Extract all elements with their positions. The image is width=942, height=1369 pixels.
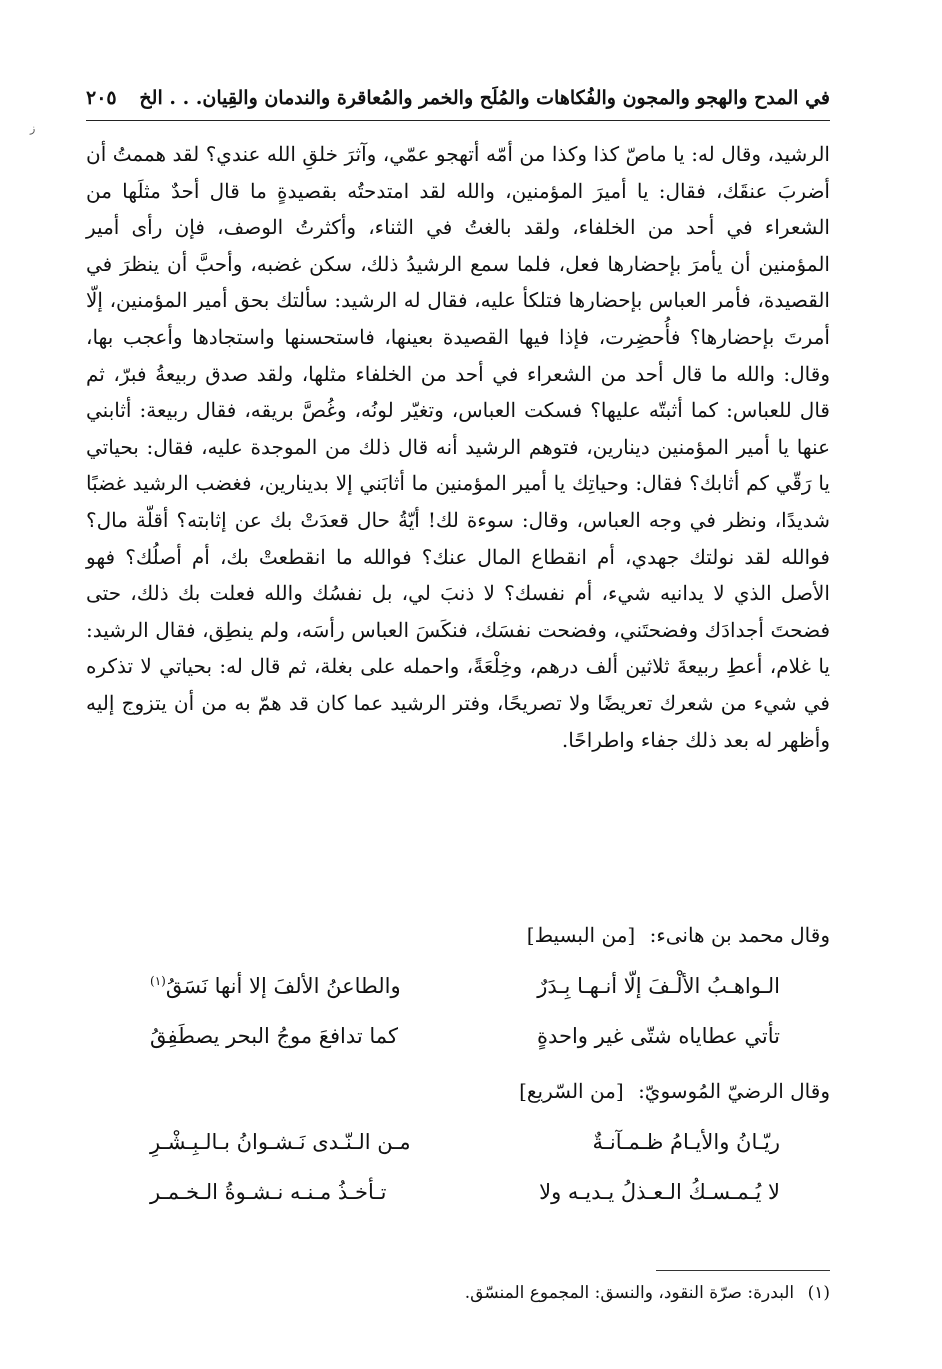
header-divider xyxy=(86,120,830,121)
hemistich-second: تـأخـذُ مـنـه نـشـوةُ الـخـمـر xyxy=(150,1180,387,1204)
hemistich-second: مـن الـنّـدى نَـشـوانُ بـالـبِـشْـرِ xyxy=(150,1130,411,1154)
page-number: ٢٠٥ xyxy=(86,87,117,109)
poem1-intro-text: وقال محمد بن هانىء: xyxy=(649,923,830,947)
hemistich-second-text: والطاعنُ الألفَ إلا أنها نَسَقُ xyxy=(165,974,401,998)
footnote xyxy=(465,1280,830,1306)
hemistich-second xyxy=(150,974,401,998)
poem1-verse xyxy=(150,966,780,1006)
poem2-verse xyxy=(150,1172,780,1212)
poem2-intro xyxy=(519,1076,830,1106)
poem1-verse xyxy=(150,1016,780,1056)
poem2-meter: [من السّريع] xyxy=(519,1079,624,1103)
hemistich-first: الـواهـبُ الألْـفَ إلّا أنـهـا بِـدَرٌ xyxy=(537,974,780,998)
page-header xyxy=(86,78,830,118)
hemistich-second: كما تدافعَ موجُ البحر يصطَفِقُ xyxy=(150,1024,398,1048)
main-text xyxy=(86,136,830,758)
footnote-marker: (١) xyxy=(807,1283,830,1303)
footnote-reference: (١) xyxy=(150,974,166,988)
footnote-text: البدرة: صرّة النقود، والنسق: المجموع المنسّق. xyxy=(464,1283,795,1303)
footnote-divider xyxy=(656,1270,830,1271)
poem2-verse xyxy=(150,1122,780,1162)
hemistich-first: تأتي عطاياه شتّى غير واحدةٍ xyxy=(536,1024,780,1048)
hemistich-first: ريّـانُ والأيـامُ ظـمـآنـةٌ xyxy=(592,1130,780,1154)
body-paragraph: الرشيد، وقال له: يا ماصّ كذا وكذا من أمّه أتهجو عمّي، وآثرَ خلقِ الله عندي؟ لقد هممتُ أن أضربَ عنقَك، فقال: يا أميرَ المؤمنين، والله لقد امتدحتُه بقصيدةٍ ما قال أحدٌ مثلَها من الشعراء في أحد من الخلفاء، ولقد بالغتُ في الثناء، وأكثرتُ الوصف، فإن رأى أمير المؤمنين أن يأمرَ بإحضارها فعل، فلما سمع الرشيدُ ذلك، سكن غضبه، وأحبَّ أن ينظرَ في القصيدة، فأمر العباس بإحضارها فتلكأ عليه، فقال له الرشيد: سألتك بحق أمير المؤمنين، إلّا أمرتَ بإحضارها؟ فأُحضِرت، فإذا فيها القصيدة بعينها، فاستحسنها واستجادها وأعجب بها، وقال: والله ما قال أحد من الشعراء في أحد من الخلفاء مثلها، ولقد صدق ربيعةُ فبرّ، ثم قال للعباس: كما أثبتّه عليها؟ فسكت العباس، وتغيّر لونُه، وغُصَّ بريقه، فقال ربيعة: أثابني عنها يا أمير المؤمنين دينارين، فتوهم الرشيد أنه قال ذلك من الموجدة عليه، فقال: بحياتي يا رَقّي كم أثابك؟ فقال: وحياتِك يا أمير المؤمنين ما أثابَني إلا بدينارين، فغضب الرشيد غضبًا شديدًا، ونظر في وجه العباس، وقال: سوءة لك! أيّةُ حال قعدَتْ بك عن إثابته؟ أقلّة مال؟ فوالله لقد نولتك جهدي، أم انقطاع المال عنك؟ فوالله ما انقطعتْ بك، أم أصلُك؟ فهو الأصل الذي لا يدانيه شيء، أم نفسك؟ لا ذنبَ لي، بل نفسُك والله فعلت بك ذلك، حتى فضحتَ أجدادَك وفضحتَني، وفضحت نفسَك، فنكَسَ العباس رأسَه، ولم ينطِق، فقال الرشيد: يا غلام، أعطِ ربيعةَ ثلاثين ألف درهم، وخِلْعَةً، واحمله على بغلة، ثم قال له: بحياتي لا تذكره في شيء من شعرك تعريضًا ولا تصريحًا، وفتر الرشيد عما كان قد همّ به من أن يتزوج إليه وأظهر له بعد ذلك جفاء واطراحًا. xyxy=(86,142,831,752)
poem1-intro xyxy=(527,920,830,950)
hemistich-first: لا يُـمـسـكُ الـعـذلُ يـديـه ولا xyxy=(539,1180,780,1204)
margin-mark: ز xyxy=(30,122,36,135)
poem2-intro-text: وقال الرضيّ المُوسويّ: xyxy=(638,1079,830,1103)
running-title: في المدح والهجو والمجون والفُكاهات والمُلَح والخمر والمُعاقرة والندمان والقِيان. . . الخ xyxy=(139,87,830,109)
poem1-meter: [من البسيط] xyxy=(526,923,636,947)
